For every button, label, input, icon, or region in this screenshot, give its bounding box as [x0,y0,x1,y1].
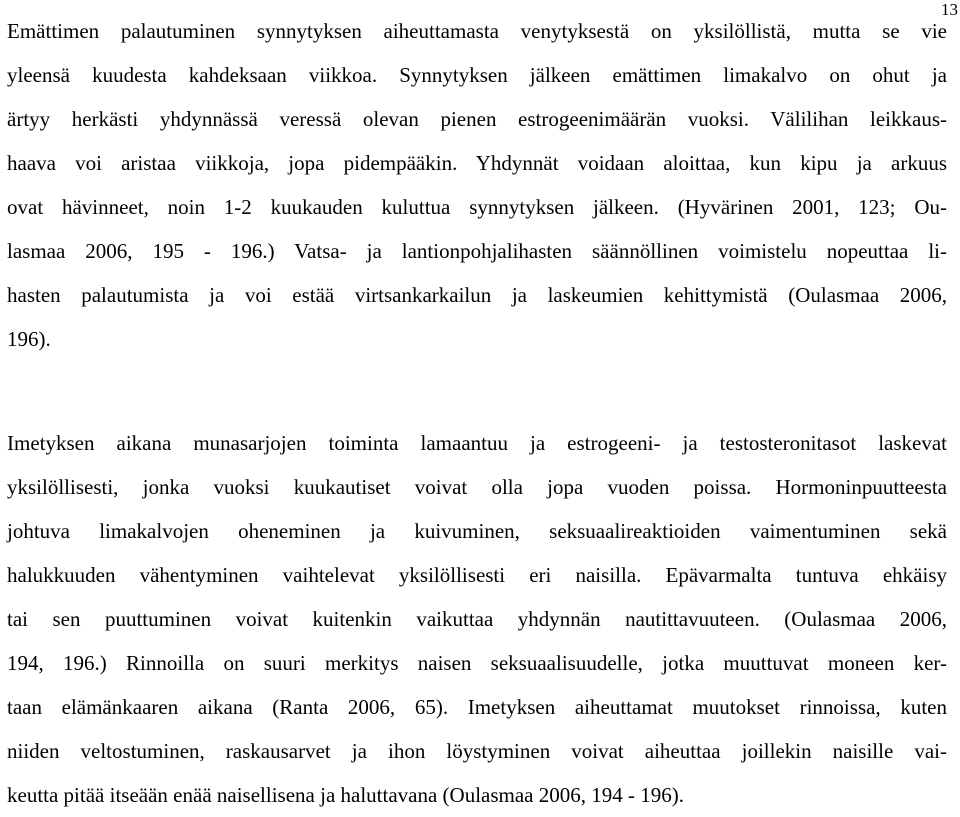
paragraph-line: Imetyksen aikana munasarjojen toiminta lamaantuu ja estrogeeni- ja testosteronitasot laskevat [7,431,947,455]
paragraph-line: taan elämänkaaren aikana (Ranta 2006, 65). Imetyksen aiheuttamat muutokset rinnoissa, kuten [7,695,947,719]
page-number: 13 [941,0,958,19]
paragraph-2 [7,421,947,817]
paragraph-line: 196). [7,327,51,351]
paragraph-line: yleensä kuudesta kahdeksaan viikkoa. Synnytyksen jälkeen emättimen limakalvo on ohut ja [7,63,947,87]
paragraph-line: keutta pitää itseään enää naisellisena ja haluttavana (Oulasmaa 2006, 194 - 196). [7,783,684,807]
paragraph-line: johtuva limakalvojen oheneminen ja kuivuminen, seksuaalireaktioiden vaimentuminen sekä [7,519,947,543]
paragraph-line: tai sen puuttuminen voivat kuitenkin vaikuttaa yhdynnän nautittavuuteen. (Oulasmaa 2006, [7,607,947,631]
paragraph-line: 194, 196.) Rinnoilla on suuri merkitys naisen seksuaalisuudelle, jotka muuttuvat moneen ker- [7,651,947,675]
paragraph-line: Emättimen palautuminen synnytyksen aiheuttamasta venytyksestä on yksilöllistä, mutta se vie [7,19,947,43]
paragraph-line: halukkuuden vähentyminen vaihtelevat yksilöllisesti eri naisilla. Epävarmalta tuntuva ehkäisy [7,563,947,587]
paragraph-line: ovat hävinneet, noin 1-2 kuukauden kuluttua synnytyksen jälkeen. (Hyvärinen 2001, 123; Ou- [7,195,947,219]
paragraph-line: ärtyy herkästi yhdynnässä veressä olevan pienen estrogeenimäärän vuoksi. Välilihan leikkaus- [7,107,947,131]
paragraph-1 [7,9,947,361]
paragraph-line: lasmaa 2006, 195 - 196.) Vatsa- ja lantionpohjalihasten säännöllinen voimistelu nopeuttaa li- [7,239,947,263]
paragraph-line: yksilöllisesti, jonka vuoksi kuukautiset voivat olla jopa vuoden poissa. Hormoninpuutteesta [7,475,947,499]
paragraph-line: niiden veltostuminen, raskausarvet ja ihon löystyminen voivat aiheuttaa joillekin naisille vai- [7,739,947,763]
paragraph-line: hasten palautumista ja voi estää virtsankarkailun ja laskeumien kehittymistä (Oulasmaa 2006, [7,283,947,307]
paragraph-line: haava voi aristaa viikkoja, jopa pidempääkin. Yhdynnät voidaan aloittaa, kun kipu ja arkuus [7,151,947,175]
